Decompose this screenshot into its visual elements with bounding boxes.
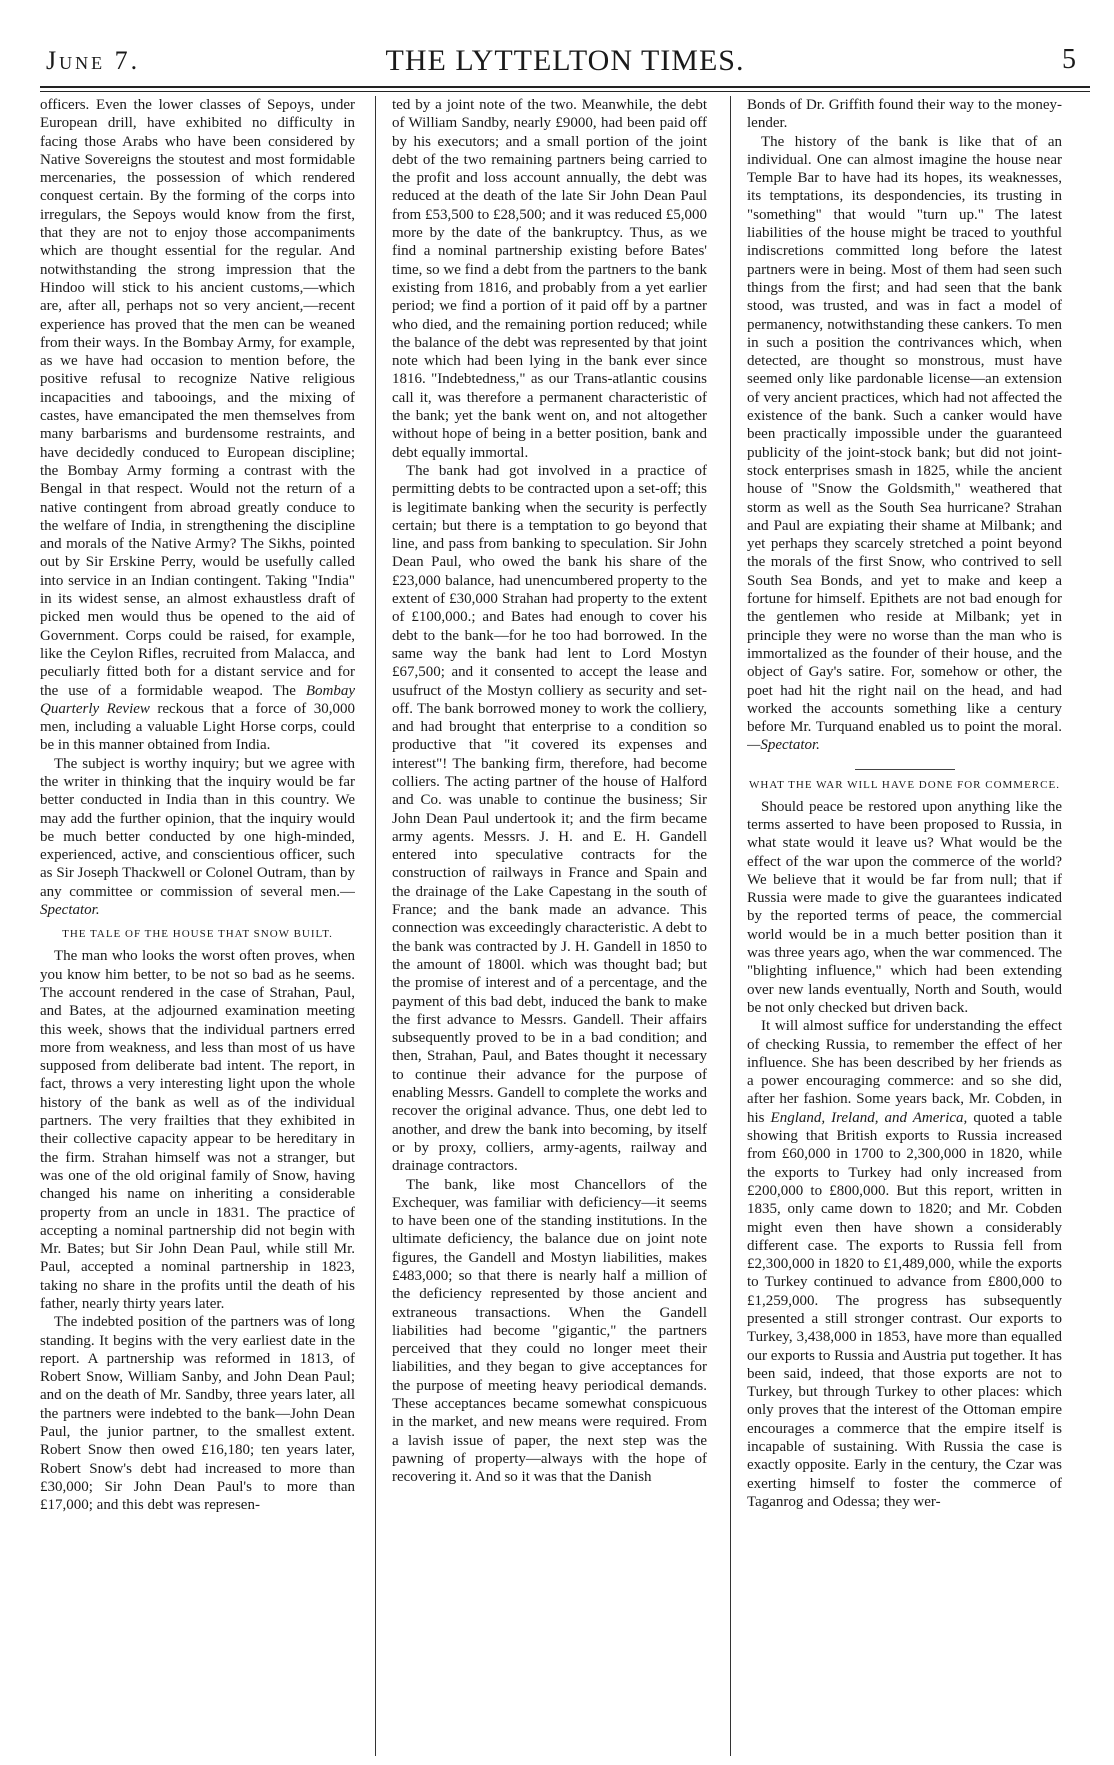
column-divider — [730, 96, 731, 1756]
article-heading: THE TALE OF THE HOUSE THAT SNOW BUILT. — [62, 928, 333, 941]
article-paragraph: The bank, like most Chancellors of the Exchequer, was familiar with deficiency—it seems to have been one of the standing institutions. In the ultimate deficiency, the balance due on joint note figures, the Gandell and Mostyn liabilities, makes £483,000; so that there is nearly half a million of the deficiency represented by those ancient and extraneous transactions. When the Gandell liabilities had become "gigantic," the partners perceived that they could no longer meet their liabilities, and they began to give acceptances for the purpose of meeting heavy periodical demands. These acceptances became somewhat conspicuous in the market, and new means were required. From a lavish issue of paper, the next step was the pawning of property—always with the hope of recovering it. And so it was that the Danish — [392, 1176, 707, 1486]
article-paragraph: officers. Even the lower classes of Sepoys, under European drill, have exhibited no difficulty in facing those Arabs who have been considered by Native Sovereigns the stoutest and most formidable mercenaries, the possession of which rendered conquest certain. By the forming of the corps into irregulars, the Sepoys would know from the first, that they are not to enjoy those accompaniments which are thought essential for the regular. And notwithstanding the strong impression that the Hindoo will stick to his ancient customs,—which are, after all, perhaps not so very ancient,—recent experience has proved that the men can be weaned from their ways. In the Bombay Army, for example, as we have had occasion to mention before, the positive refusal to recognize Native religious incapacities and tabooings, and the mixing of castes, have emancipated the men themselves from many barbarisms and burdensome restraints, and have decidedly conduced to European discipline; the Bombay Army forming a contrast with the Bengal in that respect. Would not the return of a native contingent from abroad greatly conduce to the welfare of India, in strengthening the discipline and morals of the Native Army? The Sikhs, pointed out by Sir Erskine Perry, would be usefully called into service in an Indian contingent. Taking "India" in its widest sense, an almost exhaustless draft of picked men would thus be opened to the aid of Government. Corps could be raised, for example, like the Ceylon Rifles, recruited from Malacca, and peculiarly fitted both for a distant service and for the use of a formidable weapod. The Bombay Quarterly Review reckous that a force of 30,000 men, including a valuable Light Horse corps, could be in this manner obtained from India. — [40, 97, 355, 754]
article-paragraph: It will almost suffice for understanding the effect of checking Russia, to remember the effect of her influence. She has been described by her friends as a power encouraging commerce: and so she did, after her fashion. Some years back, Mr. Cobden, in his England, Ireland, and America, quoted a table showing that British exports to Russia increased from £60,000 in 1700 to 2,300,000 in 1820, while the exports to Turkey had only increased from £200,000 to £800,000. But this report, written in 1835, only came down to 1820; and Mr. Cobden might even then have shown a considerably different case. The exports to Russia fell from £2,300,000 in 1820 to £1,489,000, while the exports to Turkey continued to advance from £800,000 to £1,259,000. The progress has subsequently presented a still stronger contrast. Our exports to Turkey, 3,438,000 in 1853, have more than equalled our exports to Russia and Austria put together. It has been said, indeed, that those exports are not to Turkey, but through Turkey to other places: which only proves that the interest of the Ottoman empire encourages a commerce that the empire itself is incapable of sustaining. With Russia the case is exactly opposite. Early in the century, the Czar was exerting himself to foster the commerce of Taganrog and Odessa; they wer- — [747, 1018, 1062, 1510]
article-heading: WHAT THE WAR WILL HAVE DONE FOR COMMERCE. — [749, 778, 1060, 791]
column-divider — [375, 96, 376, 1756]
section-rule — [855, 769, 955, 770]
page-number: 5 — [1062, 44, 1076, 75]
article-signature: —Spectator. — [747, 737, 820, 754]
newspaper-title: THE LYTTELTON TIMES. — [385, 44, 745, 77]
column-1 — [40, 96, 355, 1756]
issue-date: June 7. — [46, 46, 141, 75]
masthead — [40, 40, 1090, 84]
article-paragraph: Bonds of Dr. Griffith found their way to the money-lender. — [747, 97, 1062, 132]
article-paragraph: The indebted position of the partners was of long standing. It begins with the very earliest date in the report. A partnership was reformed in 1813, of Robert Snow, William Sanby, and John Dean Paul; and on the death of Mr. Sandby, three years later, all the partners were indebted to the bank—John Dean Paul, the junior partner, to the smallest extent. Robert Snow then owed £16,180; ten years later, Robert Snow's debt had increased to more than £30,000; Sir John Dean Paul's to more than £17,000; and this debt was represen- — [40, 1314, 355, 1514]
article-paragraph: The history of the bank is like that of an individual. One can almost imagine the house near Temple Bar to have had its hopes, its weaknesses, its temptations, its despondencies, its trusting in "something" that would "turn up." The latest liabilities of the house might be traced to youthful indiscretions committed long before the latest partners were in being. Most of them had seen such things from the first; and had seen that the bank stood, was trusted, and was in fact a model of permanency, notwithstanding these cankers. To men in such a position the contrivances which, when detected, are thought so monstrous, must have seemed only like pardonable license—an extension of very ancient practices, which had not affected the existence of the bank. Such a canker would have been practically impossible under the guaranteed publicity of the joint-stock bank; but did not joint-stock enterprises smash in 1825, while the ancient house of "Snow the Goldsmith," weathered that storm as well as the South Sea hurricane? Strahan and Paul are expiating their shame at Milbank; and yet perhaps they scarcely stretched a point beyond the morals of the first Snow, who contrived to sell South Sea Bonds, and yet to make and keep a fortune for himself. Epithets are not bad enough for the gentlemen who reside at Milbank; yet in principle they were no worse than the man who is immortalized as the founder of their house, and the object of Gay's satire. For, somehow or other, the poet had hit the right nail on the head, and had worked the accounts something like a century before Mr. Turquand enabled us to point the moral. —Spectator. — [747, 133, 1062, 754]
article-paragraph: The subject is worthy inquiry; but we agree with the writer in thinking that the inquiry would be far better conducted in India than in this country. We may add the further opinion, that the inquiry would be much better conducted by one high-minded, experienced, active, and conscientious officer, such as Sir Joseph Thackwell or Colonel Outram, than by any committee or commission of several men.—Spectator. — [40, 755, 355, 919]
column-3 — [747, 96, 1062, 1756]
masthead-rule-thick — [40, 86, 1090, 88]
column-2 — [392, 96, 707, 1756]
article-paragraph: Should peace be restored upon anything like the terms asserted to have been proposed to Russia, in what state would it leave us? What would be the effect of the war upon the commerce of the world? We believe that it would be far from null; that if Russia were made to give the guarantees indicated by the reported terms of peace, the commercial world would be in a much better position than it was three years ago, when the war commenced. The "blighting influence," which had been extending over new lands eventually, North and South, would be not only checked but driven back. — [747, 798, 1062, 1016]
article-paragraph: The bank had got involved in a practice of permitting debts to be contracted upon a set-off; this is legitimate banking when the security is perfectly certain; but there is a temptation to go beyond that line, and pass from banking to speculation. Sir John Dean Paul, who owed the bank his share of the £23,000 balance, had unencumbered property to the extent of £30,000 Strahan had property to the extent of £100,000.; and Bates had enough to cover his debt to the bank—for he too had borrowed. In the same way the bank had lent to Lord Mostyn £67,500; and it consented to accept the lease and usufruct of the Mostyn colliery as security and set-off. The bank borrowed money to work the colliery, and had brought that enterprise to a condition so productive that "it covered its expenses and interest"! The banking firm, therefore, had become colliers. The acting partner of the house of Halford and Co. was unable to continue the business; Sir John Dean Paul undertook it; and the firm became army agents. Messrs. J. H. and E. H. Gandell entered into speculative contracts for the construction of railways in France and Spain and the drainage of the Lake Capestang in the south of France; and the bank made an advance. This connection was exceedingly characteristic. A debt to the bank was contracted by J. H. Gandell in 1850 to the amount of 1800l. which was thought bad; but the promise of interest and of a percentage, and the payment of this bad debt, induced the bank to make the first advance to Messrs. Gandell. Their affairs subsequently proved to be in a bad condition; and then, Strahan, Paul, and Bates thought it necessary to continue their advance for the purpose of enabling Messrs. Gandell to complete the works and recover the original advance. Thus, one debt led to another, and drew the bank into becoming, by itself or by proxy, colliers, army-agents, railway and drainage contractors. — [392, 462, 707, 1175]
article-paragraph: The man who looks the worst often proves, when you know him better, to be not so bad as he seems. The account rendered in the case of Strahan, Paul, and Bates, at the adjourned examination meeting this week, shows that the individual partners erred more from weakness, and less than most of us have supposed from deliberate bad intent. The report, in fact, throws a very interesting light upon the whole history of the bank as well as of the individual partners. The very frailties that they exhibited in their collective capacity appear to be hereditary in the firm. Strahan himself was not a stranger, but was one of the old original family of Snow, having changed his name on inheriting a considerable property from an uncle in 1831. The practice of accepting a nominal partnership did not begin with Mr. Bates; but Sir John Dean Paul, while still Mr. Paul, accepted a nominal partnership in 1823, taking no share in the profits until the death of his father, nearly thirty years later. — [40, 948, 355, 1312]
article-paragraph: ted by a joint note of the two. Meanwhile, the debt of William Sandby, nearly £9000, had been paid off by his executors; and a small portion of the joint debt of the two remaining partners being carried to the profit and loss account annually, the debt was reduced at the death of the late Sir John Dean Paul from £53,500 to £28,500; and it was reduced £5,000 more by the date of the bankruptcy. Thus, as we find a nominal partnership existing before Bates' time, so we find a debt from the partners to the bank existing from 1816, and probably from a yet earlier period; we find a portion of it paid off by a partner who died, and the remaining portion reduced; while the balance of the debt was represented by that joint note which had been lying in the bank ever since 1816. "Indebtedness," as our Trans-atlantic cousins call it, was therefore a permanent characteristic of the bank; yet the bank went on, and not altogether without hope of being in a better position, bank and debt equally immortal. — [392, 97, 707, 461]
masthead-rule-thin — [40, 91, 1090, 92]
